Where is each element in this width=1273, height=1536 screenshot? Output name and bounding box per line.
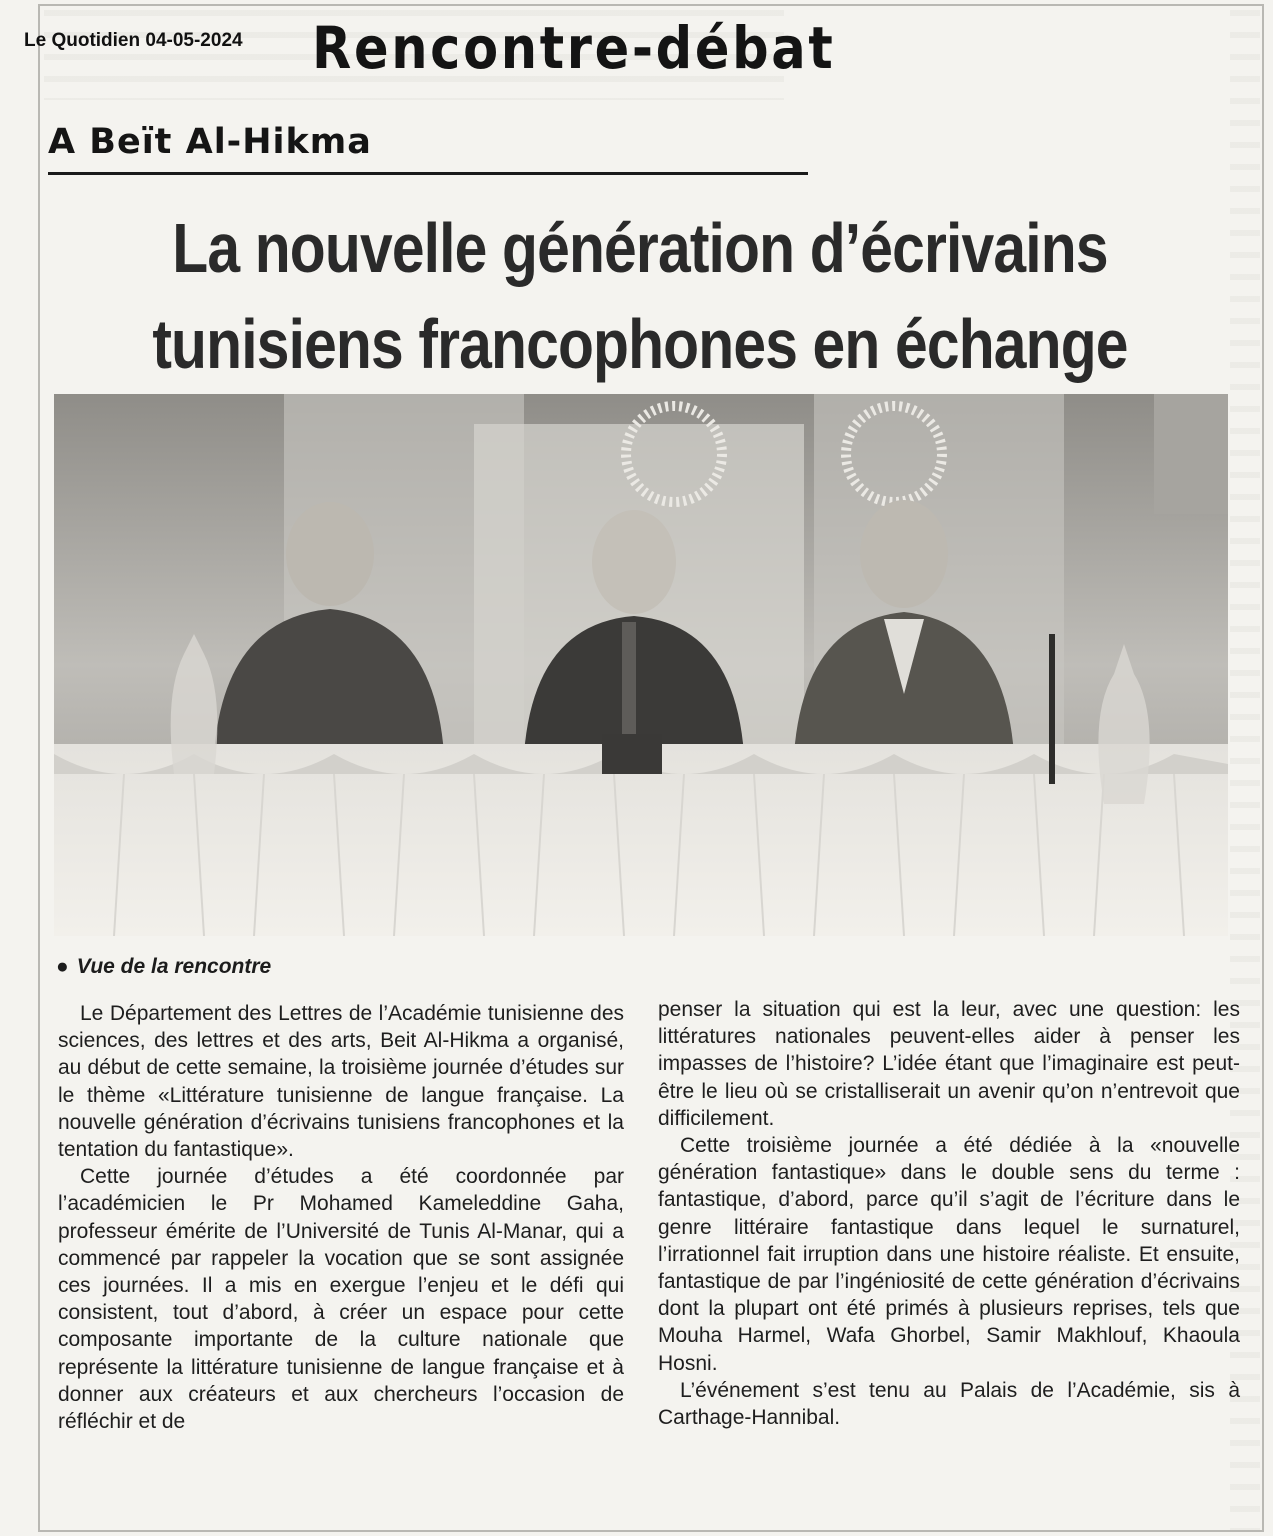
- source-label: Le Quotidien 04-05-2024: [24, 30, 243, 51]
- article-paragraph: Cette journée d’études a été coordonnée par l’académicien le Pr Mohamed Kameleddine Gaha, professeur émérite de l’Université de Tunis Al-Manar, qui a commencé par rappeler la vocation que se sont assignée ces journées. Il a mis en exergue l’enjeu et le défi qui consistent, tout d’abord, à créer un espace pour cette composante importante de la culture nationale que représente la littérature tunisienne de langue française et à donner aux créateurs et aux chercheurs l’occasion de réfléchir et de: [58, 1165, 624, 1434]
- rubric-title: Rencontre-débat: [312, 14, 836, 82]
- headline-line-1: La nouvelle génération d’écrivains: [172, 209, 1108, 287]
- article-column-right: [658, 996, 1240, 1431]
- kicker: A Beït Al-Hikma: [48, 122, 372, 162]
- kicker-rule: [48, 172, 808, 175]
- bullet-icon: ●: [56, 955, 69, 978]
- article-paragraph: penser la situation qui est la leur, avec une question: les littératures nationales peuvent-elles aider à penser les impasses de l’histoire? L’idée étant que l’imaginaire est peut-être le lieu où se cristalliserait un avenir qu’on n’entrevoit que difficilement.: [658, 998, 1240, 1130]
- headline-line-2: tunisiens francophones en échange: [152, 305, 1128, 383]
- meeting-photo: [54, 394, 1228, 936]
- article-paragraph: Le Département des Lettres de l’Académie tunisienne des sciences, des lettres et des arts, Beit Al-Hikma a organisé, au début de cette semaine, la troisième journée d’études sur le thème «Littérature tunisienne de langue française. La nouvelle génération d’écrivains tunisiens francophones et la tentation du fantastique».: [58, 1002, 624, 1162]
- article-paragraph: L’événement s’est tenu au Palais de l’Académie, sis à Carthage-Hannibal.: [658, 1378, 1240, 1430]
- article-column-left: [58, 1000, 624, 1435]
- photo-caption: [56, 955, 271, 979]
- article-paragraph: Cette troisième journée a été dédiée à la «nouvelle génération fantastique» dans le double sens du terme : fantastique, d’abord, parce qu’il s’agit de l’écriture dans le genre littéraire fantastique dans lequel le surnaturel, l’irrationnel fait irruption dans une histoire réaliste. Et ensuite, fantastique de par l’ingéniosité de cette génération d’écrivains dont la plupart ont été primés à plusieurs reprises, tels que Mouha Harmel, Wafa Ghorbel, Samir Makhlouf, Khaoula Hosni.: [658, 1134, 1240, 1375]
- caption-text: Vue de la rencontre: [76, 955, 272, 978]
- meeting-photo-illustration: [54, 394, 1228, 936]
